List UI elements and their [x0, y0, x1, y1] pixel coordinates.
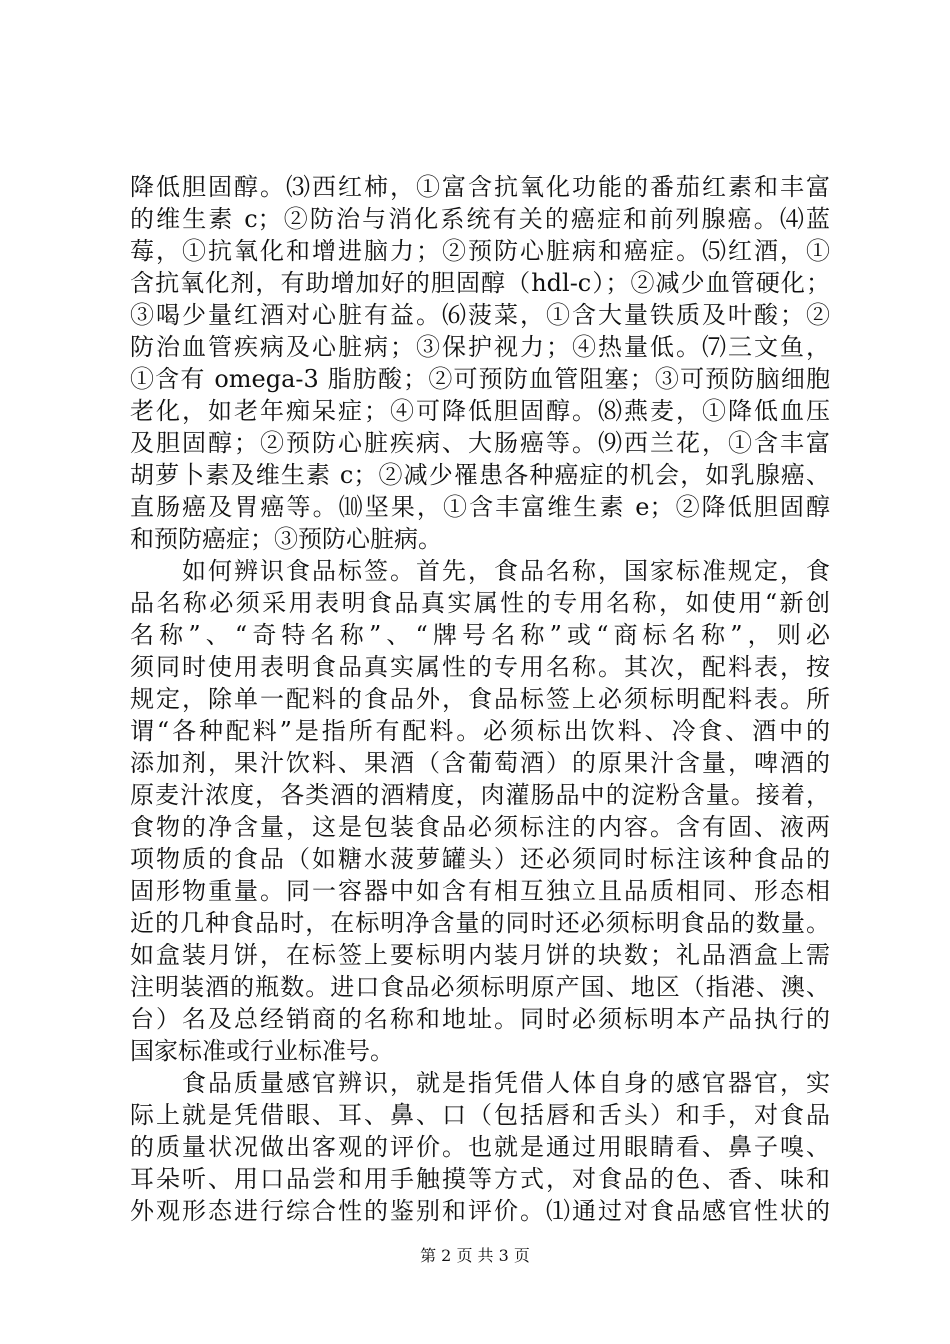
text-line: 添加剂，果汁饮料、果酒（含葡萄酒）的原果汁含量，啤酒的 — [130, 749, 830, 777]
body-text — [130, 171, 830, 1227]
text-line: 老化，如老年痴呆症；④可降低胆固醇。⑻燕麦，①降低血压 — [130, 397, 830, 425]
text-line: 及胆固醇；②预防心脏疾病、大肠癌等。⑼西兰花，①含丰富 — [130, 429, 830, 457]
text-line: 原麦汁浓度，各类酒的酒精度，肉灌肠品中的淀粉含量。接着， — [130, 781, 830, 809]
text-line: 耳朵听、用口品尝和用手触摸等方式，对食品的色、香、味和 — [130, 1165, 830, 1193]
text-line: 的维生素 c；②防治与消化系统有关的癌症和前列腺癌。⑷蓝 — [130, 205, 830, 233]
text-line: 莓，①抗氧化和增进脑力；②预防心脏病和癌症。⑸红酒，① — [130, 237, 830, 265]
text-line: 胡萝卜素及维生素 c；②减少罹患各种癌症的机会，如乳腺癌、 — [130, 461, 830, 489]
text-line: 国家标准或行业标准号。 — [130, 1037, 394, 1065]
text-line: 固形物重量。同一容器中如含有相互独立且品质相同、形态相 — [130, 877, 830, 905]
text-line: 须同时使用表明食品真实属性的专用名称。其次，配料表，按 — [130, 653, 830, 681]
text-line: 如何辨识食品标签。首先，食品名称，国家标准规定，食 — [130, 557, 830, 585]
text-line: 防治血管疾病及心脏病；③保护视力；④热量低。⑺三文鱼， — [130, 333, 830, 361]
text-line: 食物的净含量，这是包装食品必须标注的内容。含有固、液两 — [130, 813, 830, 841]
text-line: 项物质的食品（如糖水菠萝罐头）还必须同时标注该种食品的 — [130, 845, 830, 873]
text-line: ①含有 omega-3 脂肪酸；②可预防血管阻塞；③可预防脑细胞 — [130, 365, 830, 393]
text-line: ③喝少量红酒对心脏有益。⑹菠菜，①含大量铁质及叶酸；② — [130, 301, 830, 329]
page-number-footer: 第 2 页 共 3 页 — [420, 1246, 530, 1265]
text-line: 的质量状况做出客观的评价。也就是通过用眼睛看、鼻子嗅、 — [130, 1133, 830, 1161]
text-line: 和预防癌症；③预防心脏病。 — [130, 525, 442, 553]
text-line: 品名称必须采用表明食品真实属性的专用名称，如使用“新创 — [130, 589, 830, 617]
text-line: 注明装酒的瓶数。进口食品必须标明原产国、地区（指港、澳、 — [130, 973, 830, 1001]
text-line: 规定，除单一配料的食品外，食品标签上必须标明配料表。所 — [130, 685, 830, 713]
text-line: 谓“各种配料”是指所有配料。必须标出饮料、冷食、酒中的 — [130, 717, 830, 745]
text-line: 含抗氧化剂，有助增加好的胆固醇（hdl-c）；②减少血管硬化； — [130, 269, 830, 297]
text-line: 近的几种食品时，在标明净含量的同时还必须标明食品的数量。 — [130, 909, 830, 937]
text-line: 外观形态进行综合性的鉴别和评价。⑴通过对食品感官性状的 — [130, 1197, 830, 1225]
text-line: 降低胆固醇。⑶西红柿，①富含抗氧化功能的番茄红素和丰富 — [130, 173, 830, 201]
text-line: 台）名及总经销商的名称和地址。同时必须标明本产品执行的 — [130, 1005, 830, 1033]
text-line: 直肠癌及胃癌等。⑽坚果，①含丰富维生素 e；②降低胆固醇 — [130, 493, 830, 521]
text-line: 际上就是凭借眼、耳、鼻、口（包括唇和舌头）和手，对食品 — [130, 1101, 830, 1129]
text-line: 如盒装月饼，在标签上要标明内装月饼的块数；礼品酒盒上需 — [130, 941, 830, 969]
text-line: 名称”、“奇特名称”、“牌号名称”或“商标名称”，则必 — [130, 621, 830, 649]
text-line: 食品质量感官辨识，就是指凭借人体自身的感官器官，实 — [130, 1069, 830, 1097]
